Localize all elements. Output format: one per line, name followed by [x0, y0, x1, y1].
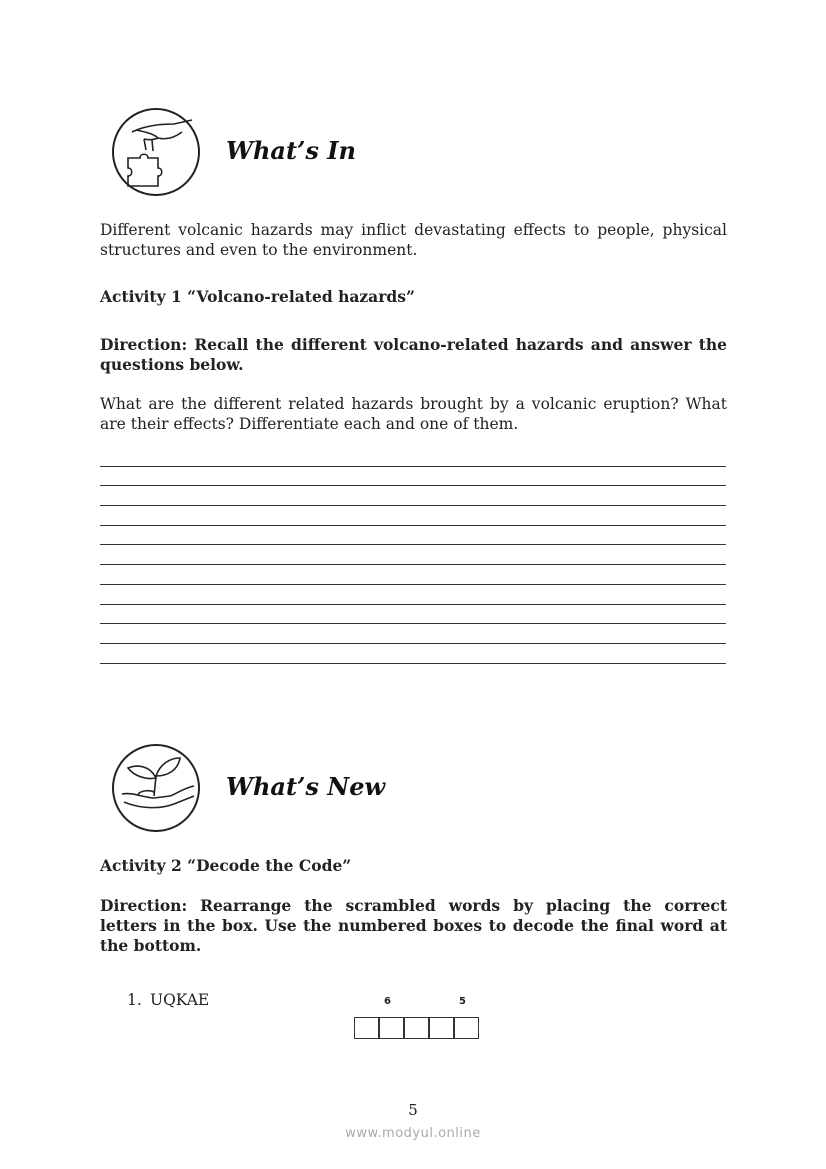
box-number: 6	[384, 996, 391, 1007]
item-1-number: 1.	[127, 991, 142, 1009]
box-number: 5	[459, 996, 466, 1007]
whats-in-intro: Different volcanic hazards may inflict devastating effects to people, physical structures and even to the environment.	[100, 221, 727, 259]
page-number: 5	[408, 1101, 418, 1119]
seedling-hand-icon	[114, 746, 198, 830]
activity-1-question: What are the different related hazards brought by a volcanic eruption? What are their effects? Differentiate each and one of them.	[100, 395, 727, 433]
item-1-scrambled-word: UQKAE	[150, 991, 210, 1009]
whats-new-title: What’s New	[226, 772, 386, 801]
answer-line[interactable]	[100, 644, 726, 664]
answer-line[interactable]	[100, 624, 726, 644]
answer-lines[interactable]	[100, 447, 726, 664]
answer-line[interactable]	[100, 605, 726, 625]
answer-line[interactable]	[100, 545, 726, 565]
whats-in-title: What’s In	[226, 136, 356, 165]
answer-line[interactable]	[100, 506, 726, 526]
watermark: www.modyul.online	[345, 1126, 481, 1141]
letter-box[interactable]	[454, 1017, 479, 1039]
activity-1-title: Activity 1 “Volcano-related hazards”	[100, 287, 415, 306]
puzzle-hand-icon	[114, 110, 198, 194]
answer-line[interactable]	[100, 565, 726, 585]
activity-2-title: Activity 2 “Decode the Code”	[100, 856, 352, 875]
activity-1-direction: Direction: Recall the different volcano-related hazards and answer the questions below.	[100, 335, 727, 374]
answer-line[interactable]	[100, 447, 726, 467]
answer-line[interactable]	[100, 526, 726, 546]
answer-line[interactable]	[100, 585, 726, 605]
letter-box[interactable]	[404, 1017, 429, 1039]
answer-line[interactable]	[100, 486, 726, 506]
activity-2-direction: Direction: Rearrange the scrambled words by placing the correct letters in the box. Use the numbered boxes to decode the final word at the bottom.	[100, 896, 727, 955]
letter-box[interactable]	[354, 1017, 379, 1039]
letter-box[interactable]	[379, 1017, 404, 1039]
answer-line[interactable]	[100, 467, 726, 487]
letter-box[interactable]	[429, 1017, 454, 1039]
whats-in-icon	[112, 108, 200, 196]
whats-new-icon	[112, 744, 200, 832]
